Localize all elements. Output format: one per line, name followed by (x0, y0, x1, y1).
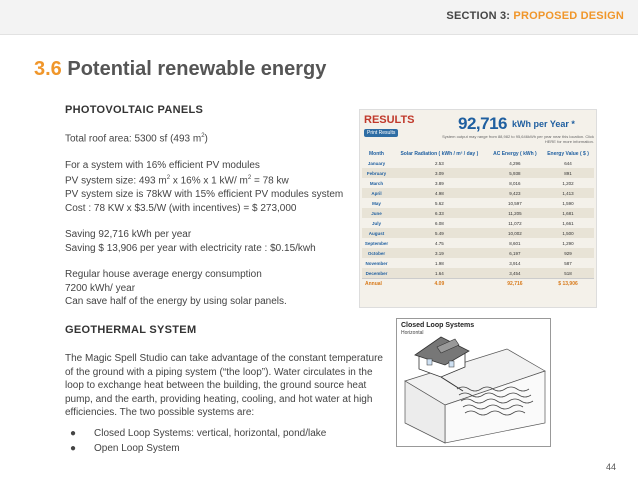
system-intro: For a system with 16% efficient PV modules (65, 159, 260, 171)
cell-energy: 3,914 (509, 260, 521, 266)
cell-month: June (362, 208, 391, 218)
results-row (362, 158, 594, 168)
annual-kwh-unit: kWh per Year * (512, 119, 575, 129)
section-prefix: SECTION 3: (446, 10, 514, 22)
cell-month: October (362, 248, 391, 258)
col-month: Month (368, 151, 384, 157)
cell-value: 1,661 (562, 220, 574, 226)
roof-area: Total roof area: 5300 sf (493 $m^2$) (65, 133, 208, 145)
annual-energy: 92,716 (488, 279, 542, 290)
cell-radiation: 3.09 (391, 168, 488, 178)
section-label (446, 10, 624, 22)
cell-month: April (362, 188, 391, 198)
cell-energy: 10,597 (508, 200, 522, 206)
cell-energy: 5,938 (488, 168, 542, 178)
results-row (362, 228, 594, 238)
cell-radiation: 3.19 (391, 248, 488, 258)
col-energy: AC Energy ( kWh ) (493, 151, 537, 157)
results-row (362, 178, 594, 188)
results-title: RESULTS (364, 114, 415, 126)
cell-month: September (364, 240, 389, 246)
geothermal-illustration (396, 318, 551, 447)
results-row (362, 188, 594, 198)
can-save: Can save half of the energy by using solar panels. (65, 296, 287, 308)
cell-value: 929 (542, 248, 594, 258)
results-row (362, 258, 594, 268)
cell-radiation: 4.98 (391, 188, 488, 198)
results-row (362, 208, 594, 218)
results-table (362, 150, 594, 289)
annual-label: Annual (362, 279, 391, 290)
cell-value: 1,590 (562, 200, 574, 206)
page-number: 44 (605, 462, 616, 472)
pv-body (65, 130, 355, 309)
results-row (362, 268, 594, 279)
cell-radiation: 2.53 (434, 160, 444, 166)
results-row (362, 238, 594, 248)
cell-value: 891 (542, 168, 594, 178)
cell-value: 518 (542, 268, 594, 279)
cell-month: March (369, 180, 384, 186)
results-panel (359, 109, 597, 308)
cell-energy: 8,601 (509, 240, 521, 246)
geo-heading: GEOTHERMAL SYSTEM (65, 324, 197, 336)
annual-kwh-total: 92,716 (458, 114, 507, 133)
col-radiation: Solar Radiation ( kWh / m² / day ) (400, 151, 479, 157)
cell-month: August (362, 228, 391, 238)
cell-value: 644 (564, 160, 572, 166)
results-row (362, 248, 594, 258)
cell-radiation: 1.64 (391, 268, 488, 279)
cell-energy: 11,072 (508, 220, 522, 226)
title-number: 3.6 (34, 58, 62, 80)
regular-value: 7200 kWh/ year (65, 282, 136, 294)
cell-radiation: 5.62 (434, 200, 444, 206)
cell-radiation: 6.33 (391, 208, 488, 218)
cost-line: Cost : 78 KW x $3.5/W (with incentives) = $ 273,000 (65, 202, 297, 214)
print-results-button[interactable]: Print Results (364, 129, 398, 137)
cell-value: 1,290 (562, 240, 574, 246)
bullet-item: ● Closed Loop Systems: vertical, horizontal, pond/lake (70, 428, 327, 439)
results-note: System output may range from 88,982 to 95,646kWh per year near this location. Click HERE for more information. (442, 134, 594, 144)
house-loop-drawing (397, 319, 550, 446)
annual-radiation: 4.09 (391, 279, 488, 290)
cell-value: 587 (564, 260, 572, 266)
cell-value: 1,681 (542, 208, 594, 218)
cell-month: January (367, 160, 386, 166)
cell-radiation: 1.98 (434, 260, 444, 266)
cell-value: 1,500 (542, 228, 594, 238)
annual-value: $ 13,906 (542, 279, 594, 290)
cell-energy: 6,197 (488, 248, 542, 258)
bullet-item: ● Open Loop System (70, 443, 180, 454)
cell-month: May (372, 200, 381, 206)
cell-value: 1,202 (562, 180, 574, 186)
figure-title: Closed Loop Systems (401, 322, 475, 329)
page-title (34, 58, 326, 81)
cell-radiation: 5.49 (391, 228, 488, 238)
geo-bullets (70, 428, 326, 458)
results-row (362, 168, 594, 178)
cell-radiation: 4.75 (434, 240, 444, 246)
cell-energy: 11,205 (488, 208, 542, 218)
cell-energy: 10,002 (488, 228, 542, 238)
saving-money: Saving $ 13,906 per year with electricity rate : $0.15/kwh (65, 242, 316, 254)
results-annual-row (362, 279, 594, 290)
regular-consumption: Regular house average energy consumption (65, 269, 262, 281)
cell-energy: 3,454 (488, 268, 542, 279)
results-body (362, 158, 594, 289)
cell-value: 1,413 (542, 188, 594, 198)
system-size: PV system size: 493 $m^2$ x 16% x 1 kW/ $m^2 = 78$ kw (65, 175, 289, 187)
pv-heading: PHOTOVOLTAIC PANELS (65, 104, 204, 116)
section-name: PROPOSED DESIGN (513, 10, 624, 22)
cell-radiation: 6.08 (434, 220, 444, 226)
col-value: Energy Value ( $ ) (547, 151, 589, 157)
cell-month: February (362, 168, 391, 178)
results-row (362, 218, 594, 228)
title-text: Potential renewable energy (67, 58, 327, 80)
geo-paragraph: The Magic Spell Studio can take advantage of the constant temperature of the ground with a piping system (“the loop”). Water circulates in the loop to exchange heat between the building, the ground source heat pump, and the earth, providing heating, cooling, and hot water at high efficiencies. The two possible systems are: (65, 353, 383, 418)
cell-month: July (371, 220, 381, 226)
saving-kwh: Saving 92,716 kWh per year (65, 229, 192, 241)
cell-energy: 9,423 (488, 188, 542, 198)
cell-month: December (362, 268, 391, 279)
cell-energy: 4,296 (509, 160, 521, 166)
cell-radiation: 3.89 (434, 180, 444, 186)
cell-energy: 8,016 (509, 180, 521, 186)
results-row (362, 198, 594, 208)
figure-subtitle: Horizontal (401, 330, 424, 336)
system-size-alt: PV system size is 78kW with 15% efficient PV modules system (65, 189, 344, 201)
cell-month: November (365, 260, 388, 266)
